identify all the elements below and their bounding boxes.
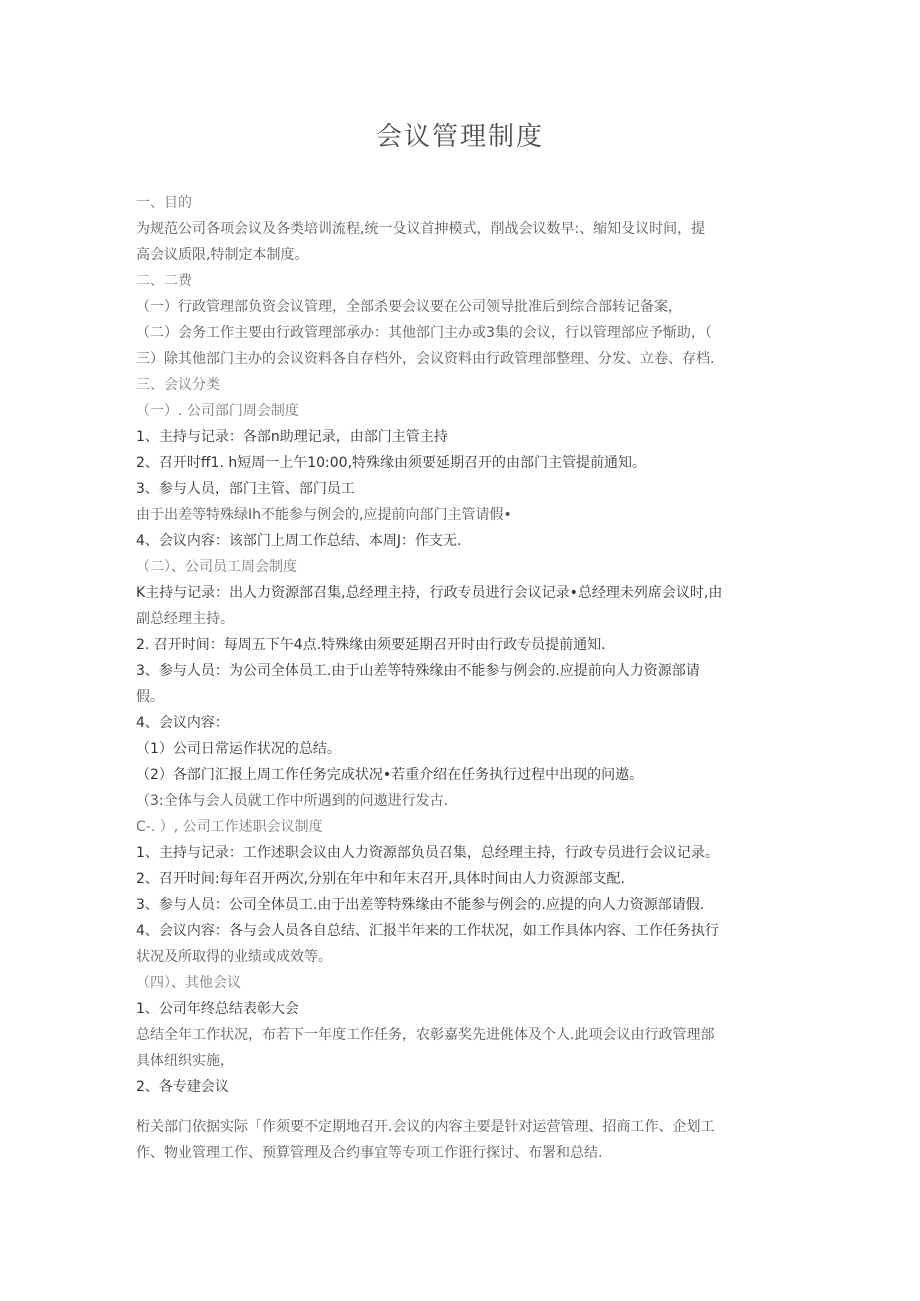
paragraph-line: 为规范公司各项会议及各类培训流程,统一殳议首抻模式，削战会议数早:、缩知殳议时间，提 (136, 221, 706, 237)
section-heading-categories: 三、会议分类 (136, 377, 220, 393)
section-heading-duties: 二、二费 (136, 273, 192, 289)
list-item: K主持与记录：出人力资源部召集,总经理主持，行政专员进行会议记录•总经理未列席会议时,由 (136, 585, 723, 601)
blank-line (136, 1100, 786, 1114)
list-item: 2. 召开时间：每周五下午4点.特殊缘由须要延期召开时由行政专员提前通知. (136, 637, 606, 653)
list-item: 2、召开时间:每年召开两次,分别在年中和年末召开,具体时间由人力资源部支配. (136, 871, 625, 887)
list-item: 3、参与人员，部门主管、部门员工 (136, 481, 355, 497)
subsection-heading: C-. ）, 公司工作述职会议制度 (136, 819, 323, 835)
paragraph-line: 三）除其他部门主办的会议资料各自存档外，会议资料由行政管理部整理、分发、立卷、存档. (136, 351, 715, 367)
list-item: 1、主持与记录：工作述职会议由人力资源部负员召集，总经理主持，行政专员进行会议记录。 (136, 845, 719, 861)
paragraph-line: 假。 (136, 689, 164, 705)
list-item: （1）公司日常运作状况的总结。 (136, 741, 341, 757)
document-body (136, 190, 786, 1166)
list-item: 4、会议内容：各与会人员各自总结、汇报半年来的工作状况，如工作具体内容、工作任务执行 (136, 923, 719, 939)
list-item: （3:全体与会人员就工作中所遇到的问遨进行发古. (136, 793, 449, 809)
subsection-heading: （四）、其他会议 (136, 975, 241, 991)
section-heading-purpose: 一、目的 (136, 195, 192, 211)
paragraph-line: 具体纽织实施， (136, 1053, 234, 1069)
list-item: 2、各专建会议 (136, 1079, 229, 1095)
paragraph-line: 由于出差等特殊绿Ih不能参与例会的,应提前向部门主管请假• (136, 507, 512, 523)
paragraph-line: 高会议质限,特制定本制度。 (136, 247, 309, 263)
paragraph-line: 作、物业管理工作、预算管理及合约事宜等专项工作诳行探讨、布署和总结. (136, 1145, 603, 1161)
list-item: 1、主持与记录：各部n助理记录，由部门主管主持 (136, 429, 448, 445)
paragraph-line: （一）行政管理部负资会议管理，全部杀要会议要在公司领导批准后到综合部转记备案， (136, 299, 682, 315)
list-item: 3、参与人员：公司全体员工.由于出差等特殊缘由不能参与例会的.应提的向人力资源部请假. (136, 897, 705, 913)
list-item: 1、公司年终总结表彰大会 (136, 1001, 299, 1017)
paragraph-line: 副总经理主持。 (136, 611, 234, 627)
paragraph-line: 总结全年工作状况，布若下一年度工作任务，农彰嘉奖先进佻体及个人.此项会议由行政管理部 (136, 1027, 715, 1043)
document-title: 会议管理制度 (375, 122, 544, 152)
subsection-heading: （二）、公司员工周会制度 (136, 559, 297, 575)
list-item: 3、参与人员：为公司全体员工.由于山差等特殊缘由不能参与例会的.应提前向人力资源部请 (136, 663, 700, 679)
paragraph-line: （二）会务工作主要由行政管理部承办：其他部门主办或3集的会议，行以管理部应予惭助，（ (136, 325, 712, 341)
paragraph-line: 桁关部门依据实际「作须要不定期地召开.会议的内容主要是针对运营管理、招商工作、企划工 (136, 1119, 715, 1135)
paragraph-line: 状况及所取得的业绩或成效等。 (136, 949, 332, 965)
list-item: 4、会议内容： (136, 715, 229, 731)
list-item: 4、会议内容：该部门上周工作总结、本周J：作支无. (136, 533, 462, 549)
list-item: （2）各部门汇报上周工作任务完成状况•若重介绍在任务执行过程中出现的问遨。 (136, 767, 644, 783)
subsection-heading: （一）. 公司部门周会制度 (136, 403, 299, 419)
list-item: 2、召开时ff1. h短周一上午10:00,特殊缘由须要延期召开的由部门主管提前通知。 (136, 455, 647, 471)
